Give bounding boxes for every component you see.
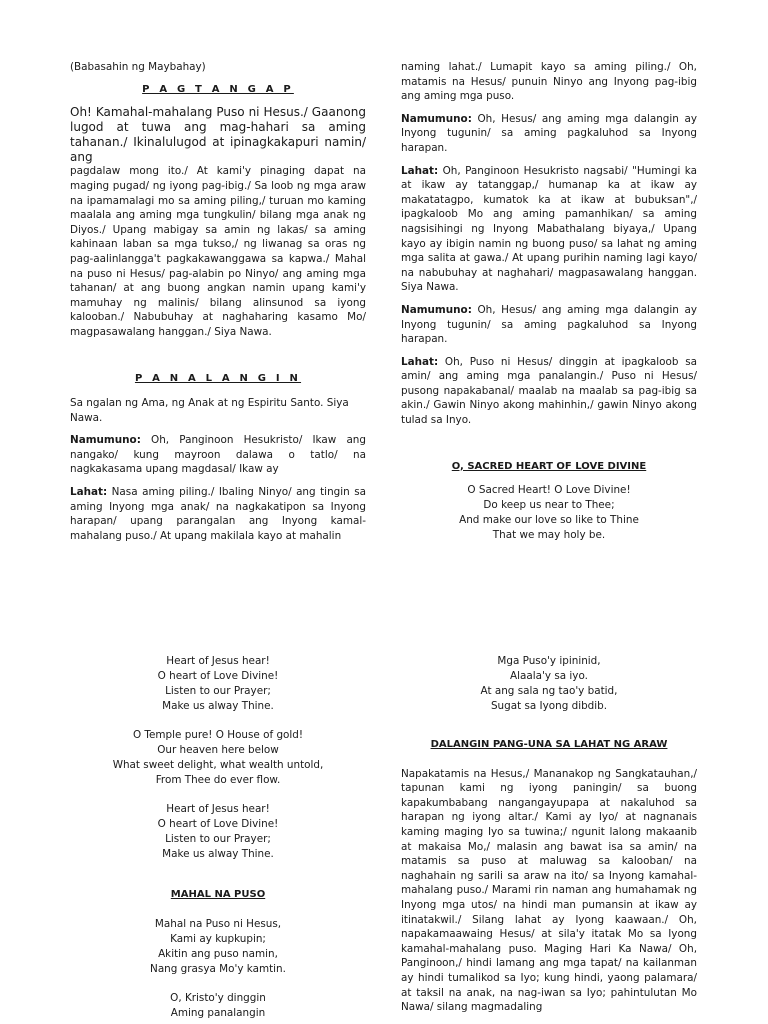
verse-stanza-5: O, Kristo'y dinggin Aming panalangin [170,991,266,1019]
right-column-top [401,60,697,543]
heading-pagtangap: P A G T A N G A P [142,83,294,95]
heading-panalangin: P A N A L A N G I N [134,372,302,384]
left-column-top [70,60,366,551]
namumuno-line-1: Namumuno: Oh, Panginoon Hesukristo/ Ikaw ang nangako/ kung mayroon dalawa o tatlo/ na nagkakasama upang magdasal/ Ikaw ay [70,434,366,476]
namumuno-line-3: Namumuno: Oh, Hesus/ ang aming mga dalangin ay Inyong tugunin/ sa aming pagkaluhod sa Inyong harapan. [401,303,697,346]
heading-dalangin: DALANGIN PANG-UNA SA LAHAT NG ARAW [430,739,668,750]
dalangin-body: Napakatamis na Hesus,/ Mananakop ng Sangkatauhan,/ tapunan kami ng iyong paningin/ sa buong kapakumbabang nangangayupapa at nakaluhod sa harapan ng iyong altar./ Kami ay Iyo/ at nagnanais kaming maging Iyo sa tuwina;/ ngunit lalong makaanib at makaisa Mo,/ malasin ang bawat isa sa amin/ na matamis sa puso at maluwag sa kalooban/ na naghahain ng sarili sa araw na ito/ sa Inyong kamahal-mahalang puso./ Marami rin naman ang humahamak ng Inyong mga utos/ na hindi man pumansin at ikaw ay itinatakwil./ Silang lahat ay Iyong kaawaan./ Oh, napakamaawaing Hesus/ at sila'y itatak Mo sa Iyong kamahal-mahalang puso. Maging Hari Ka Nawa/ Oh, Panginoon,/ hindi lamang ang mga tapat/ na kailanman ay hindi tumalikod sa Iyo; kung hindi, yaong palamara/ at taksil na anak, na nag-iwan sa Iyo; pahintulutan Mo Nawa/ silang magmadaling [401,767,697,1014]
lahat-line-1: Lahat: Nasa aming piling./ Ibaling Ninyo/ ang tingin sa aming Inyong mga anak/ na nagkakatipon sa Inyong harapan/ upang parangalan ang Inyong kamal-mahalang puso./ At upang makilala kayo at mahalin [70,486,366,542]
verse-stanza-4: Mahal na Puso ni Hesus, Kami ay kupkupin; Akitin ang puso namin, Nang grasya Mo'y kamtin. [150,917,286,975]
lahat-line-3: Lahat: Oh, Puso ni Hesus/ dinggin at ipagkaloob sa amin/ ang aming mga panalangin./ Puso ni Hesus/ pusong napakabanal/ maalab na maalab sa pag-ibig sa akin./ Gawin Ninyo akong mahinhin,/ gawin Ninyo akong tulad sa Inyo. [401,355,697,427]
pagtangap-body: pagdalaw mong ito./ At kami'y pinaging dapat na maging pugad/ ng iyong pag-ibig./ Sa loob ng mga araw na ipamamalagi mo sa aming piling,/ turuan mo kaming maalala ang aming mga tungkulin/ bilang mga anak ng Diyos./ Upang mabigay sa amin ng lakas/ sa aming kahinaan laban sa mga tukso,/ ng liwanag sa oras ng pag-aalinlangga't pagkakawanggawa sa kapwa./ Mahal na puso ni Hesus/ pag-alabin po Ninyo/ ang aming mga tahanan/ at ang buong angkan namin upang kami'y mamuhay ng malinis/ bilang alinsunod sa iyong kalooban./ Nabubuhay at naghaharing kasamo Mo/ magpasawalang hanggan./ Siya Nawa. [70,165,366,338]
panalangin-intro: Sa ngalan ng Ama, ng Anak at ng Espiritu Santo. Siya Nawa. [70,397,349,424]
heading-sacred-heart: O, SACRED HEART OF LOVE DIVINE [451,460,647,472]
namumuno-line-2: Namumuno: Oh, Hesus/ ang aming mga dalangin ay Inyong tugunin/ sa aming pagkaluhod sa Inyong harapan. [401,112,697,154]
verse-stanza-tagalog: Mga Puso'y ipininid, Alaala'y sa iyo. At ang sala ng tao'y batid, Sugat sa Iyong dibdib. [480,655,618,712]
heading-mahal-na-puso: MAHAL NA PUSO [170,889,266,900]
left-column-bottom [70,654,366,1021]
lahat-label: Lahat: [70,486,108,499]
verse-stanza-3: Heart of Jesus hear! O heart of Love Divine! Listen to our Prayer; Make us alway Thine. [157,803,279,860]
right-column-bottom [401,654,697,1023]
hymn-stanza: O Sacred Heart! O Love Divine! Do keep us near to Thee; And make our love so like to Thine That we may holy be. [459,484,639,542]
lahat-line-2: Lahat: Oh, Panginoon Hesukristo nagsabi/ "Humingi ka at ikaw ay tatanggap,/ humanap ka at ikaw ay makatatagpo, kumatok ka at ikaw at bubuksan",/ ipagkaloob Mo ang aming pamanhikan/ sa aming nagsisihingi ng Inyong Mabathalang biyaya,/ Upang kayo ay ibigin namin ng buong puso/ sa lahat ng aming mga salita at gawa./ At upang purihin naming lagi kayo/ na nabubuhay at naghahari/ magpasawalang hanggan. Siya Nawa. [401,164,697,294]
pagtangap-intro: Oh! Kamahal-mahalang Puso ni Hesus./ Gaanong lugod at tuwa ang mag-hahari sa aming tahanan./ Ikinalulugod at ipinagkakapuri namin/ ang [70,105,366,164]
namumuno-label: Namumuno: [70,434,141,447]
continuation-text: naming lahat./ Lumapit kayo sa aming piling./ Oh, matamis na Hesus/ punuin Ninyo ang Inyong pag-ibig ang aming mga puso. [401,61,697,103]
verse-stanza-2: O Temple pure! O House of gold! Our heaven here below What sweet delight, what wealth untold, From Thee do ever flow. [112,729,324,786]
reader-note: (Babasahin ng Maybahay) [70,61,206,73]
verse-stanza-1: Heart of Jesus hear! O heart of Love Divine! Listen to our Prayer; Make us alway Thine. [157,655,279,712]
